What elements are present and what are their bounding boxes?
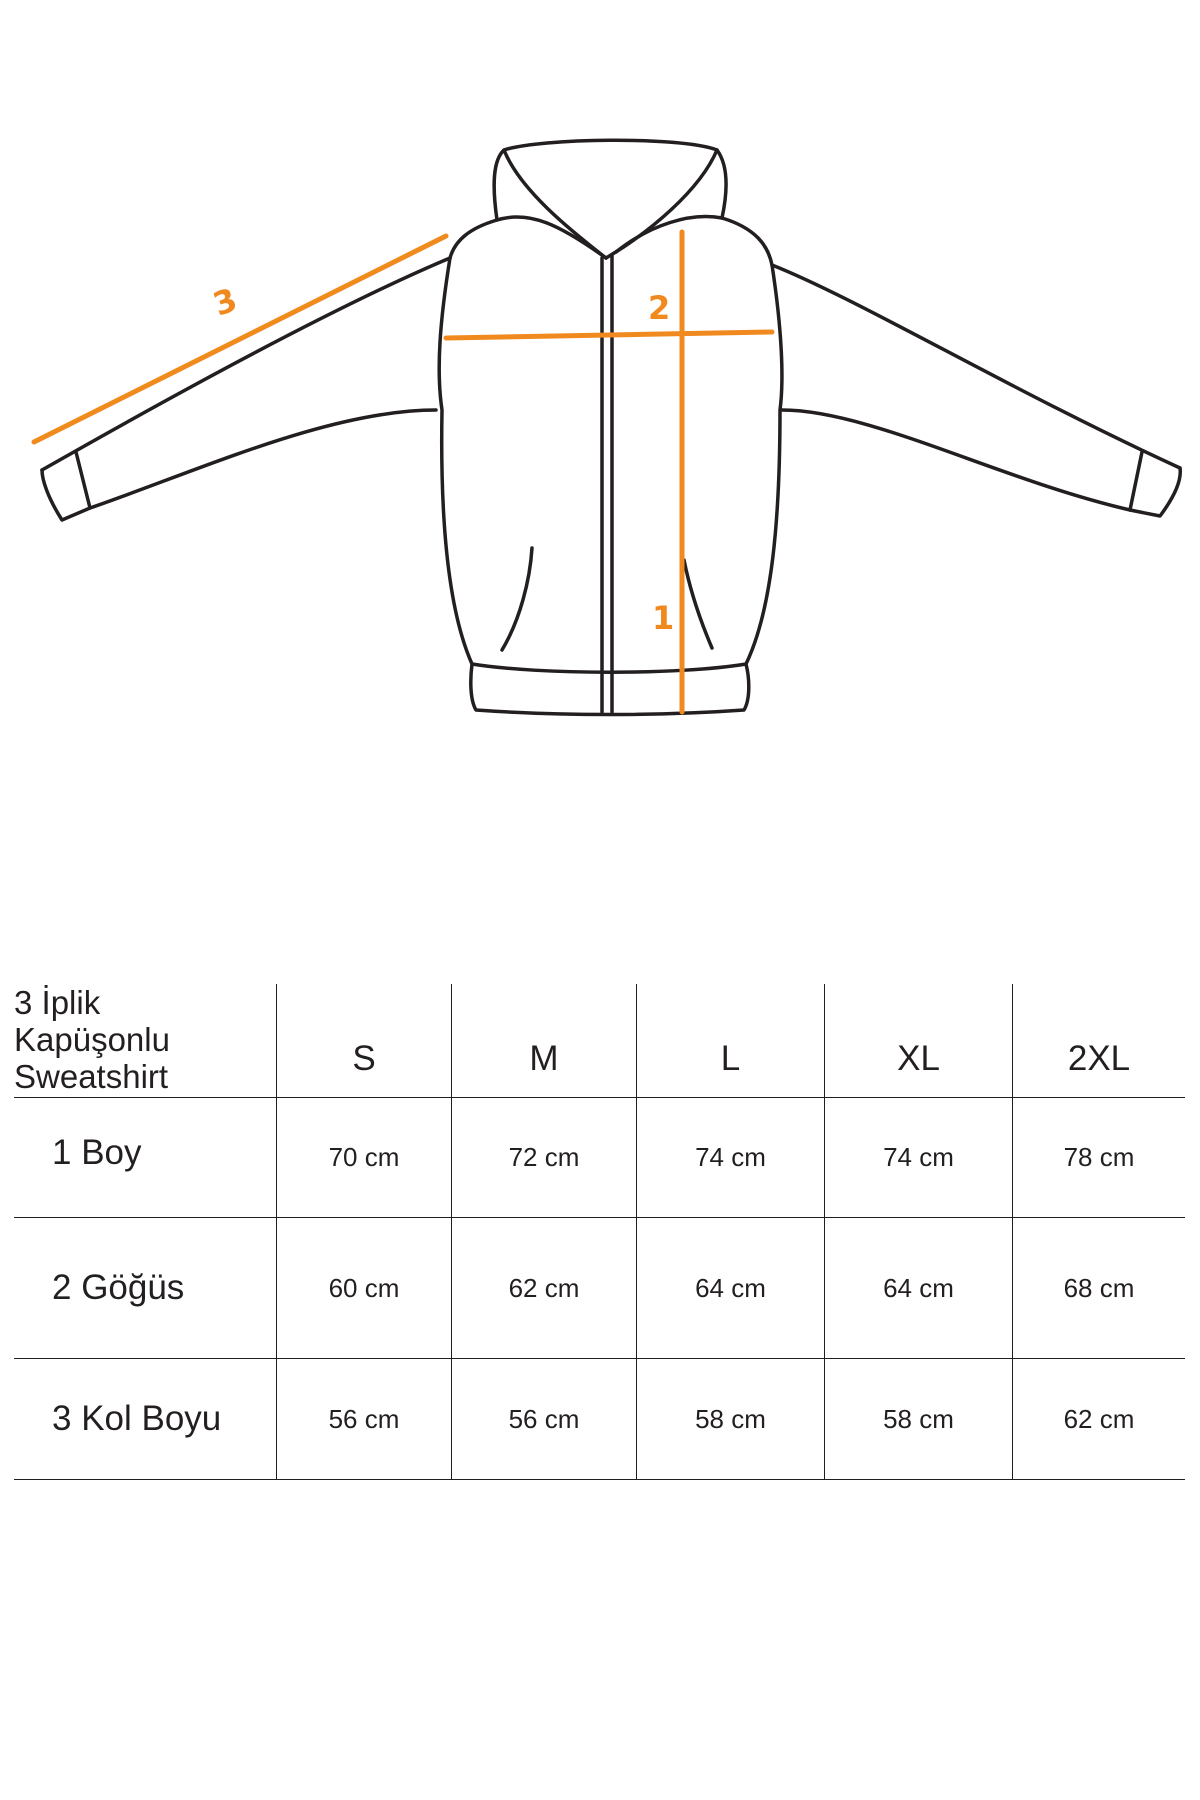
- hood-inner-left: [504, 150, 606, 258]
- hood-edge-right: [616, 217, 722, 252]
- table-cell: 62 cm: [1013, 1359, 1186, 1480]
- table-cell: 64 cm: [637, 1218, 825, 1359]
- table-header-row: [14, 984, 1185, 1098]
- waistband: [471, 664, 749, 715]
- table-cell: 62 cm: [452, 1218, 637, 1359]
- size-header-m: M: [452, 984, 637, 1098]
- table-cell: 56 cm: [452, 1359, 637, 1480]
- body-right-side: [722, 218, 782, 664]
- size-chart-table: [14, 984, 1185, 1480]
- size-header-s: S: [277, 984, 452, 1098]
- table-row: [14, 1218, 1185, 1359]
- hoodie-diagram: [0, 0, 1200, 800]
- table-cell: 72 cm: [452, 1098, 637, 1218]
- table-cell: 58 cm: [825, 1359, 1013, 1480]
- measure-line-sleeve: [34, 236, 446, 442]
- table-cell: 56 cm: [277, 1359, 452, 1480]
- row-label-boy: 1 Boy: [14, 1098, 277, 1218]
- left-sleeve-top: [42, 258, 450, 470]
- hood-outline: [494, 140, 726, 220]
- marker-2: 2: [648, 289, 671, 327]
- table-cell: 78 cm: [1013, 1098, 1186, 1218]
- left-sleeve-bottom: [90, 410, 436, 508]
- hood-edge-left: [497, 217, 606, 258]
- marker-1: 1: [652, 599, 675, 637]
- right-pocket: [684, 560, 712, 648]
- table-title-line-1: 3 İplik: [14, 984, 101, 1021]
- table-cell: 74 cm: [637, 1098, 825, 1218]
- hood-inner-right: [606, 150, 717, 258]
- measure-line-chest: [446, 332, 772, 338]
- table-title: [14, 984, 277, 1098]
- size-header-xl: XL: [825, 984, 1013, 1098]
- left-cuff: [42, 452, 90, 520]
- table-cell: 68 cm: [1013, 1218, 1186, 1359]
- marker-3: 3: [208, 280, 243, 324]
- size-header-2xl: 2XL: [1013, 984, 1186, 1098]
- table-cell: 74 cm: [825, 1098, 1013, 1218]
- size-header-l: L: [637, 984, 825, 1098]
- table-title-line-3: Sweatshirt: [14, 1058, 169, 1095]
- right-sleeve-top: [772, 265, 1180, 468]
- table-title-line-2: Kapüşonlu: [14, 1021, 170, 1058]
- body-left-side: [439, 220, 497, 664]
- right-sleeve-bottom: [782, 410, 1130, 510]
- right-cuff: [1130, 452, 1180, 516]
- table-row: [14, 1359, 1185, 1480]
- table-cell: 60 cm: [277, 1218, 452, 1359]
- table-cell: 70 cm: [277, 1098, 452, 1218]
- left-pocket: [502, 548, 532, 650]
- table-row: [14, 1098, 1185, 1218]
- table-cell: 58 cm: [637, 1359, 825, 1480]
- table-cell: 64 cm: [825, 1218, 1013, 1359]
- row-label-kol-boyu: 3 Kol Boyu: [14, 1359, 277, 1480]
- row-label-gogus: 2 Göğüs: [14, 1218, 277, 1359]
